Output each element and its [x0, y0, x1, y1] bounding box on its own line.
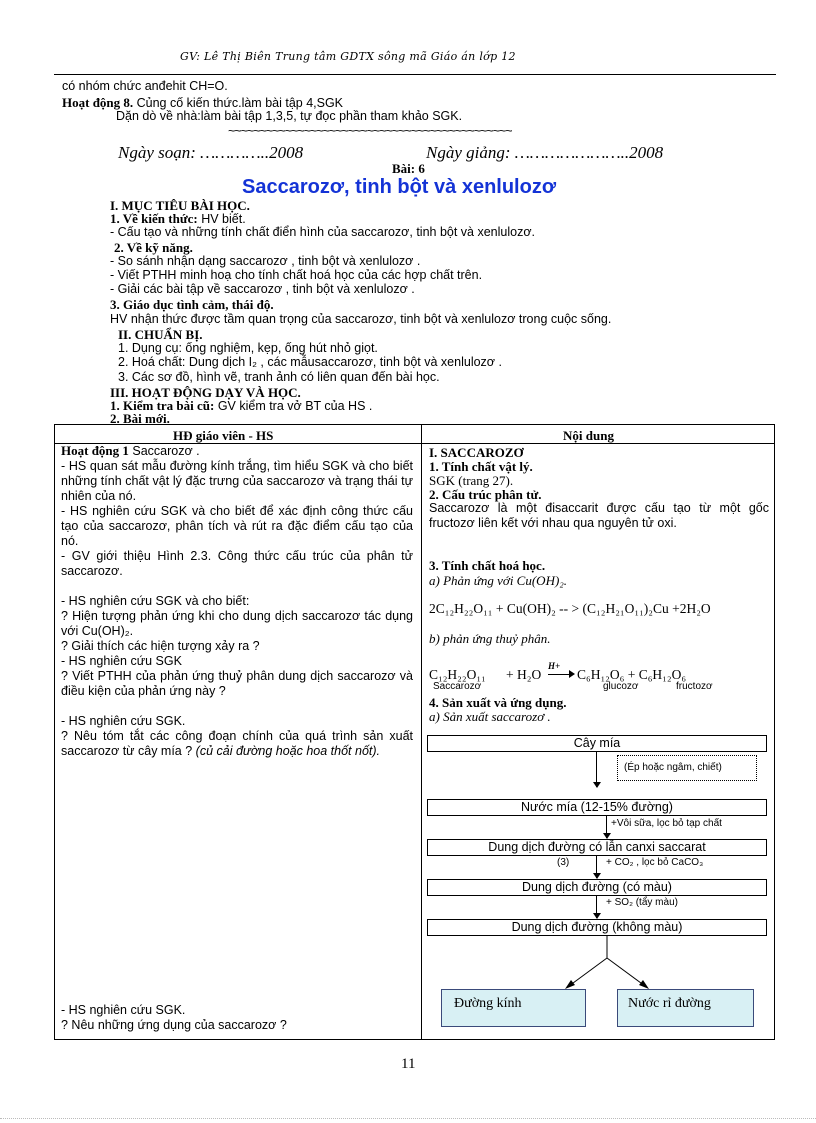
production-a-label: a) Sản xuất saccarozơ . — [429, 709, 551, 724]
left-text-8: ? Viết PTHH của phản ứng thuỷ phân dung dịch saccarozơ và điều kiện của phản ứng này ? — [61, 669, 413, 698]
right-heading-saccarozo: I. SACCAROZƠ — [429, 445, 524, 460]
check-label: 1. Kiểm tra bài cũ: — [110, 398, 215, 413]
eq2-products: C₆H₁₂O₆ + C₆H₁₂O₆ — [577, 667, 687, 682]
eq2-reactant: C₁₂H₂₂O₁₁ — [429, 667, 486, 682]
left-text-5: ? Hiện tượng phản ứng khi cho dung dịch saccarozơ tác dụng với Cu(OH)₂. — [61, 609, 413, 638]
date-prepare: Ngày soạn: …………..2008 — [118, 143, 304, 162]
lesson-title: Saccarozơ, tinh bột và xenlulozơ — [242, 176, 557, 198]
page-bottom-rule — [0, 1118, 816, 1119]
section-preparation: II. CHUẨN BỊ. — [118, 327, 203, 342]
flow-box-molasses: Nước rỉ đường — [617, 989, 754, 1027]
prep-item-2: 2. Hoá chất: Dung dịch I₂ , các mẫusaccarozơ, tinh bột và xenlulozơ . — [118, 355, 502, 369]
left-text-12: ? Nêu những ứng dụng của saccarozơ ? — [61, 1018, 287, 1032]
left-text-4: - HS nghiên cứu SGK và cho biết: — [61, 594, 250, 608]
left-text-3: - GV giới thiệu Hình 2.3. Công thức cấu trúc của phân tử saccarozơ. — [61, 549, 413, 578]
check-tail: GV kiểm tra vở BT của HS . — [214, 399, 373, 413]
arrow-head-right-icon — [639, 980, 649, 989]
knowledge-item: - Cấu tạo và những tính chất điển hình của saccarozơ, tinh bột và xenlulozơ. — [110, 225, 536, 239]
date-teach: Ngày giảng: …………………..2008 — [426, 143, 664, 162]
reaction-b-label: b) phản ứng thuỷ phân. — [429, 631, 551, 646]
flow-note-2: +Vôi sữa, lọc bỏ tạp chất — [611, 818, 722, 829]
arrow-head-left-icon — [565, 980, 575, 989]
section-activities: III. HOẠT ĐỘNG DẠY VÀ HỌC. — [110, 385, 301, 400]
header-rule — [54, 74, 776, 75]
section-objectives: I. MỤC TIÊU BÀI HỌC. — [110, 198, 250, 213]
knowledge-tail: HV biết. — [197, 212, 246, 226]
left-text-1: - HS quan sát mẫu đường kính trắng, tìm hiểu SGK và cho biết những tính chất vật lý đặc trưng của saccarozơ và trạng thái tự nhiên của nó. — [61, 459, 413, 503]
flow-note-4: + SO₂ (tẩy màu) — [606, 897, 678, 908]
flow-box-sugarcane: Cây mía — [427, 735, 767, 752]
new-lesson-heading: 2. Bài mới. — [110, 411, 170, 426]
left-text-11: - HS nghiên cứu SGK. — [61, 1003, 186, 1017]
label-fructozo: fructozơ — [676, 681, 713, 692]
prep-item-3: 3. Các sơ đồ, hình vẽ, tranh ảnh có liên quan đến bài học. — [118, 370, 440, 384]
left-text-10-main: ? Nêu tóm tắt các công đoạn chính của quá trình sản xuất saccarozơ từ cây mía ? — [61, 729, 413, 758]
structure-text: Saccarozơ là một đisaccarit được cấu tạo từ một gốc fructozơ liên kết với nhau qua nguyên tử oxi. — [429, 501, 769, 530]
flow-box-colored-solution: Dung dịch đường (có màu) — [427, 879, 767, 896]
page-header: GV: Lê Thị Biên Trung tâm GDTX sông mã Giáo án lớp 12 — [180, 50, 516, 63]
left-text-2: - HS nghiên cứu SGK và cho biết để xác định công thức cấu tạo của saccarozơ, phân tích và rút ra đặc điểm cấu tạo của nó. — [61, 504, 413, 548]
left-text-7: - HS nghiên cứu SGK — [61, 654, 182, 668]
flow-box-colorless-solution: Dung dịch đường (không màu) — [427, 919, 767, 936]
activity-1-label: Hoạt động 1 — [61, 443, 129, 458]
left-text-9: - HS nghiên cứu SGK. — [61, 714, 186, 728]
page-number: 11 — [401, 1056, 416, 1072]
col-header-content: Nội dung — [563, 428, 614, 443]
flow-note-3a: (3) — [557, 857, 570, 868]
equation-1: 2C₁₂H₂₂O₁₁ + Cu(OH)₂ -- > (C₁₂H₂₁O₁₁)₂Cu +2H₂O — [429, 601, 711, 616]
previous-line: có nhóm chức anđehit CH=O. — [62, 79, 228, 93]
skills-heading: 2. Về kỹ năng. — [114, 240, 193, 255]
flow-arrow-1 — [596, 752, 597, 787]
activity-8-label: Hoạt động 8. — [62, 95, 134, 110]
split-right — [607, 958, 645, 986]
prep-item-1: 1. Dụng cụ: ống nghiệm, kẹp, ống hút nhỏ giọt. — [118, 341, 378, 355]
column-divider — [421, 425, 422, 1039]
structure-heading: 2. Cấu trúc phân tử. — [429, 487, 542, 502]
activity-1 — [61, 443, 413, 459]
left-text-6: ? Giải thích các hiện tượng xảy ra ? — [61, 639, 260, 653]
activity-8-text: Củng cố kiến thức.làm bài tập 4,SGK — [133, 96, 344, 110]
physical-props-text: SGK (trang 27). — [429, 473, 514, 488]
flow-split-arrows — [525, 936, 725, 991]
attitude-heading: 3. Giáo dục tình cảm, thái độ. — [110, 297, 274, 312]
flow-box-calcium-saccharate: Dung dịch đường có lẫn canxi saccarat — [427, 839, 767, 856]
col-header-teacher: HĐ giáo viên - HS — [173, 428, 274, 443]
eq2-condition: H+ — [548, 661, 561, 671]
skill-item-3: - Giải các bài tập về saccarozơ , tinh bột và xenlulozơ . — [110, 282, 415, 296]
lesson-number: Bài: 6 — [392, 161, 425, 176]
flow-arrow-2 — [606, 816, 607, 838]
label-saccarozo: Saccarozơ — [433, 681, 482, 692]
production-heading: 4. Sản xuất và ứng dụng. — [429, 695, 567, 710]
knowledge-label: 1. Về kiến thức: — [110, 211, 198, 226]
tilde-divider: ~~~~~~~~~~~~~~~~~~~~~~~~~~~~~~~~~~~~~~~~~~~~~ — [228, 124, 512, 138]
left-column — [61, 443, 413, 759]
skill-item-1: - So sánh nhận dạng saccarozơ , tinh bột và xenlulozơ . — [110, 254, 421, 268]
flow-arrow-3 — [596, 856, 597, 878]
flow-box-cane-juice: Nước mía (12-15% đường) — [427, 799, 767, 816]
skill-item-2: - Viết PTHH minh hoạ cho tính chất hoá học của các hợp chất trên. — [110, 268, 483, 282]
left-text-10-italic: (củ cải đường hoặc hoa thốt nốt). — [192, 744, 381, 758]
chem-props-heading: 3. Tính chất hoá học. — [429, 558, 546, 573]
reaction-a-label: a) Phản ứng với Cu(OH)₂. — [429, 573, 568, 588]
physical-props-heading: 1. Tính chất vật lý. — [429, 459, 533, 474]
flow-note-3b: + CO₂ , lọc bỏ CaCO₃ — [606, 857, 704, 868]
flow-box-refined-sugar: Đường kính — [441, 989, 586, 1027]
lesson-table — [54, 424, 775, 1040]
activity-1-text: Saccarozơ . — [128, 444, 200, 458]
attitude-item: HV nhận thức được tầm quan trọng của saccarozơ, tinh bột và xenlulozơ trong cuộc sống. — [110, 312, 612, 326]
split-left — [569, 958, 607, 986]
homework: Dặn dò về nhà:làm bài tập 1,3,5, tự đọc phần tham khảo SGK. — [116, 109, 463, 123]
flow-arrow-4 — [596, 896, 597, 918]
left-text-10 — [61, 729, 413, 759]
flow-note-1: (Ép hoặc ngâm, chiết) — [617, 755, 757, 781]
arrow-right-icon — [569, 670, 575, 678]
label-glucozo: glucozơ — [603, 681, 639, 692]
eq2-water: + H₂O — [506, 667, 542, 682]
